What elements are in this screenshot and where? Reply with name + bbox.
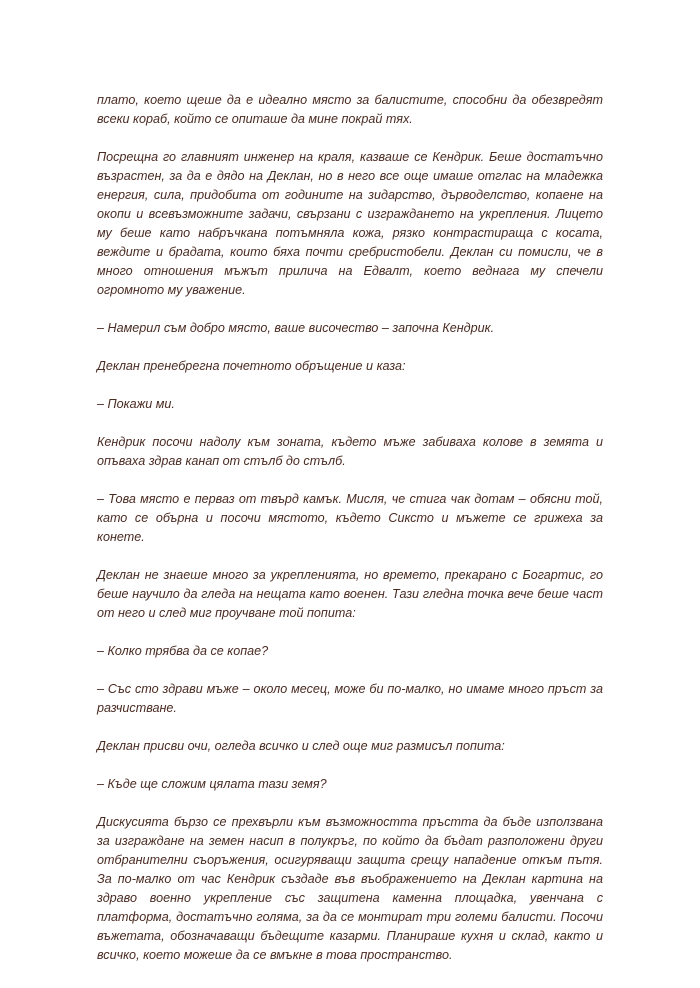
- paragraph-8: Деклан не знаеше много за укрепленията, но времето, прекарано с Богартис, го беше научило да гледа на нещата като военен. Тази гледна точка вече беше част от него и след миг проучване той попита:: [97, 568, 603, 620]
- paragraph-12: – Къде ще сложим цялата тази земя?: [97, 777, 327, 791]
- paragraph-10: – Със сто здрави мъже – около месец, може би по-малко, но имаме много пръст за разчистване.: [97, 682, 603, 715]
- paragraph-4: Деклан пренебрегна почетното обръщение и каза:: [97, 359, 406, 373]
- document-page: [97, 91, 603, 984]
- paragraph-1: плато, което щеше да е идеално място за балистите, способни да обезвредят всеки кораб, който се опиташе да мине покрай тях.: [97, 93, 603, 126]
- paragraph-3: – Намерил съм добро място, ваше височество – започна Кендрик.: [97, 321, 495, 335]
- paragraph-13: Дискусията бързо се прехвърли към възможността пръстта да бъде използвана за изграждане на земен насип в полукръг, по който да бъдат разположени други отбранителни съоръжения, осигуряващи защита срещу нападение откъм пътя. За по-малко от час Кендрик създаде във въображението на Деклан картина на здраво военно укрепление със защитена каменна площадка, увенчана с платформа, достатъчно голяма, за да се монтират три големи балисти. Посочи въжетата, обозначаващи бъдещите казарми. Планираше кухня и склад, както и всичко, което можеше да се вмъкне в това пространство.: [97, 815, 603, 962]
- paragraph-11: Деклан присви очи, огледа всичко и след още миг размисъл попита:: [97, 739, 505, 753]
- paragraph-2: Посрещна го главният инженер на краля, казваше се Кендрик. Беше достатъчно възрастен, за да е дядо на Деклан, но в него все още имаше отглас на младежка енергия, сила, придобита от годините на зидарство, дърводелство, копаене на окопи и всевъзможните задачи, свързани с изграждането на укрепления. Лицето му беше като набръчкана потъмняла кожа, рязко контрастираща с косата, веждите и брадата, които бяха почти сребристобели. Деклан си помисли, че в много отношения мъжът прилича на Едвалт, което веднага му спечели огромното му уважение.: [97, 150, 603, 297]
- paragraph-9: – Колко трябва да се копае?: [97, 644, 269, 658]
- paragraph-7: – Това място е перваз от твърд камък. Мисля, че стига чак дотам – обясни той, като се обърна и посочи мястото, където Сиксто и мъжете се грижеха за конете.: [97, 492, 603, 544]
- paragraph-5: – Покажи ми.: [97, 397, 175, 411]
- paragraph-6: Кендрик посочи надолу към зоната, където мъже забиваха колове в земята и опъваха здрав канап от стълб до стълб.: [97, 435, 603, 468]
